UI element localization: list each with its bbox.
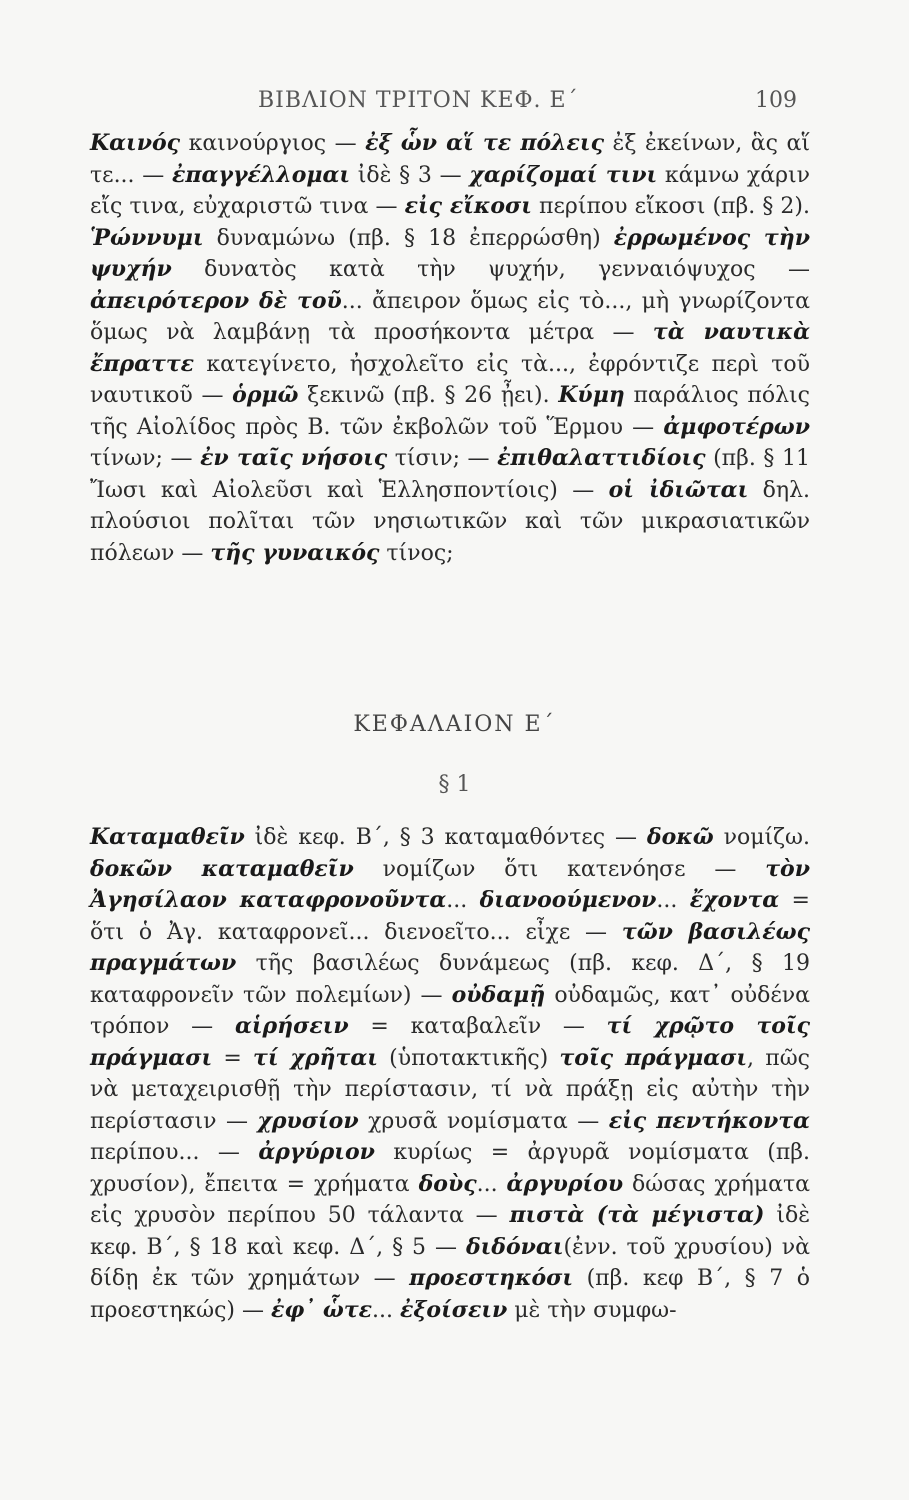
gloss-text: δώσας χρήματα εἰς χρυσὸν περίπου 50 τάλαντα — bbox=[90, 1171, 811, 1228]
running-head: ΒΙΒΛΙΟΝ ΤΡΙΤΟΝ ΚΕΦ. Ε΄ bbox=[258, 88, 579, 113]
lemma-term: τῶν βασιλέως πραγμάτων bbox=[90, 918, 810, 976]
gloss-text: οὐδαμῶς, κατ᾽ οὐδένα τρόπον — bbox=[90, 982, 810, 1039]
lemma-term: οὐδαμῇ bbox=[451, 981, 546, 1008]
gloss-text: (ἐνν. τοῦ χρυσίου) νὰ δίδῃ ἐκ τῶν χρημάτων — bbox=[90, 1234, 810, 1291]
gloss-text: μὲ τὴν συμφω- bbox=[507, 1297, 677, 1323]
section-mark: § 1 bbox=[438, 772, 471, 797]
lemma-term: Καταμαθεῖν bbox=[90, 824, 245, 850]
gloss-text: δηλ. πλούσιοι πολῖται τῶν νησιωτικῶν καὶ τῶν μικρασιατικῶν πόλεων — bbox=[90, 477, 811, 566]
gloss-text: ἰδὲ κεφ. Β΄, § 18 καὶ κεφ. Δ΄, § 5 — bbox=[90, 1203, 811, 1260]
gloss-text: ... ἄπειρον ὅμως εἰς τὸ..., μὴ γνωρίζοντα ὅμως νὰ λαμβάνῃ τὰ προσήκοντα μέτρα — bbox=[90, 288, 810, 345]
lemma-term: εἰς πεντήκοντα bbox=[608, 1107, 810, 1134]
gloss-text: ... bbox=[372, 1297, 401, 1323]
gloss-text: ... bbox=[446, 888, 480, 913]
lemma-term: ἐν ταῖς νήσοις bbox=[200, 445, 388, 471]
lemma-term: εἰς εἴκοσι bbox=[404, 193, 532, 219]
lemma-term: Καινός bbox=[90, 130, 181, 156]
gloss-text: τίνος; bbox=[379, 540, 454, 566]
gloss-text: = bbox=[212, 1045, 254, 1071]
lemma-term: τῆς γυναικός bbox=[210, 539, 380, 566]
gloss-text: = ὅτι ὁ Ἀγ. καταφρονεῖ... διενοεῖτο... εἶχε — bbox=[90, 888, 810, 945]
gloss-text: παράλιος πόλις τῆς Αἰολίδος πρὸς Β. τῶν ἐκβολῶν τοῦ Ἕρμου — bbox=[90, 383, 810, 440]
gloss-text: περίπου... — bbox=[90, 1140, 259, 1165]
gloss-text: κάμνω χάριν εἴς τινα, εὐχαριστῶ τινα — bbox=[90, 162, 811, 219]
lemma-term: τὸν Ἀγησίλαον καταφρονοῦντα bbox=[90, 855, 810, 913]
lemma-term: τοῖς πράγμασι bbox=[559, 1044, 748, 1071]
lemma-term: ἔχοντα bbox=[689, 887, 780, 913]
lemma-term: τί χρῆται bbox=[253, 1044, 378, 1071]
lemma-term: ἀπειρότερον δὲ τοῦ bbox=[90, 287, 342, 314]
gloss-text: ... bbox=[476, 1171, 507, 1197]
lemma-term: ἐξοίσειν bbox=[400, 1296, 508, 1323]
lemma-term: Ῥώννυμι bbox=[90, 224, 204, 251]
gloss-text: ξεκινῶ (πβ. § 26 ᾖει). bbox=[298, 383, 559, 408]
chapter-title: ΚΕΦΑΛΑΙΟΝ Ε΄ bbox=[353, 712, 556, 737]
lemma-term: αἱρήσειν bbox=[234, 1013, 349, 1039]
gloss-text: (πβ. § 11 Ἴωσι καὶ Αἰολεῦσι καὶ Ἑλλησποντίοις) — bbox=[90, 446, 810, 503]
gloss-text: νομίζω. bbox=[713, 825, 810, 850]
page-number: 109 bbox=[755, 88, 797, 113]
gloss-text: δυνατὸς κατὰ τὴν ψυχήν, γενναιόψυχος — bbox=[171, 257, 810, 282]
lemma-term: διδόναι bbox=[465, 1233, 564, 1260]
gloss-text: νομίζων ὅτι κατενόησε — bbox=[353, 856, 766, 882]
gloss-text: ἰδὲ κεφ. Β΄, § 3 καταμαθόντες — bbox=[244, 825, 647, 850]
lemma-term: δοὺς bbox=[418, 1170, 477, 1197]
lemma-term: προεστηκόσι bbox=[409, 1265, 574, 1291]
gloss-text: χρυσᾶ νομίσματα — bbox=[358, 1108, 609, 1134]
gloss-text: ... bbox=[656, 888, 690, 913]
commentary-paragraph-chapter bbox=[90, 822, 810, 1326]
lemma-term: δοκῶν καταμαθεῖν bbox=[90, 855, 354, 882]
lemma-term: τὰ ναυτικὰ ἔπραττε bbox=[90, 319, 811, 377]
gloss-text: = καταβαλεῖν — bbox=[348, 1014, 607, 1039]
lemma-term: ὁρμῶ bbox=[232, 382, 299, 408]
gloss-text: περίπου εἴκοσι (πβ. § 2). bbox=[531, 194, 811, 219]
gloss-text: , πῶς νὰ μεταχειρισθῇ τὴν περίστασιν, τί νὰ πράξῃ εἰς αὐτὴν τὴν περίστασιν — bbox=[90, 1045, 811, 1134]
lemma-term: ἐξ ὧν αἵ τε πόλεις bbox=[365, 130, 604, 156]
lemma-term: χαρίζομαί τινι bbox=[469, 161, 658, 188]
commentary-paragraph-top bbox=[90, 128, 810, 569]
lemma-term: διανοούμενον bbox=[479, 887, 657, 913]
gloss-text: ἐξ ἐκείνων, ἃς αἵ τε... — bbox=[90, 131, 810, 188]
lemma-term: δοκῶ bbox=[646, 824, 714, 850]
gloss-text: (πβ. κεφ Β΄, § 7 ὁ προεστηκώς) — bbox=[90, 1266, 811, 1323]
lemma-term: ἐρρωμένος τὴν ψυχήν bbox=[90, 224, 810, 282]
gloss-text: (ὑποτακτικῆς) bbox=[377, 1045, 560, 1071]
lemma-term: τί χρῷτο τοῖς πράγμασι bbox=[90, 1013, 810, 1071]
lemma-term: χρυσίον bbox=[257, 1107, 359, 1134]
lemma-term: Κύμη bbox=[558, 382, 625, 408]
lemma-term: ἀργυρίου bbox=[506, 1170, 624, 1197]
lemma-term: πιστὰ (τὰ μέγιστα) bbox=[509, 1202, 765, 1228]
gloss-text: ἰδὲ § 3 — bbox=[350, 162, 470, 188]
gloss-text: τῆς βασιλέως δυνάμεως (πβ. κεφ. Δ΄, § 19 καταφρονεῖν τῶν πολεμίων) — bbox=[90, 951, 810, 1008]
lemma-term: ἀργύριον bbox=[258, 1139, 375, 1165]
lemma-term: ἐπιθαλαττιδίοις bbox=[497, 445, 706, 471]
gloss-text: δυναμώνω (πβ. § 18 ἐπερρώσθη) bbox=[203, 225, 614, 251]
gloss-text: τίνων; — bbox=[90, 446, 201, 471]
gloss-text: κατεγίνετο, ἠσχολεῖτο εἰς τὰ..., ἐφρόντιζε περὶ τοῦ ναυτικοῦ — bbox=[90, 351, 810, 408]
lemma-term: ἐφ᾽ ὧτε bbox=[270, 1296, 373, 1323]
gloss-text: καινούργιος — bbox=[180, 131, 366, 156]
lemma-term: ἀμφοτέρων bbox=[663, 413, 810, 440]
lemma-term: ἐπαγγέλλομαι bbox=[172, 161, 351, 188]
lemma-term: οἱ ἰδιῶται bbox=[608, 476, 749, 503]
gloss-text: κυρίως = ἀργυρᾶ νομίσματα (πβ. χρυσίον), ἔπειτα = χρήματα bbox=[90, 1140, 810, 1197]
gloss-text: τίσιν; — bbox=[387, 446, 498, 471]
